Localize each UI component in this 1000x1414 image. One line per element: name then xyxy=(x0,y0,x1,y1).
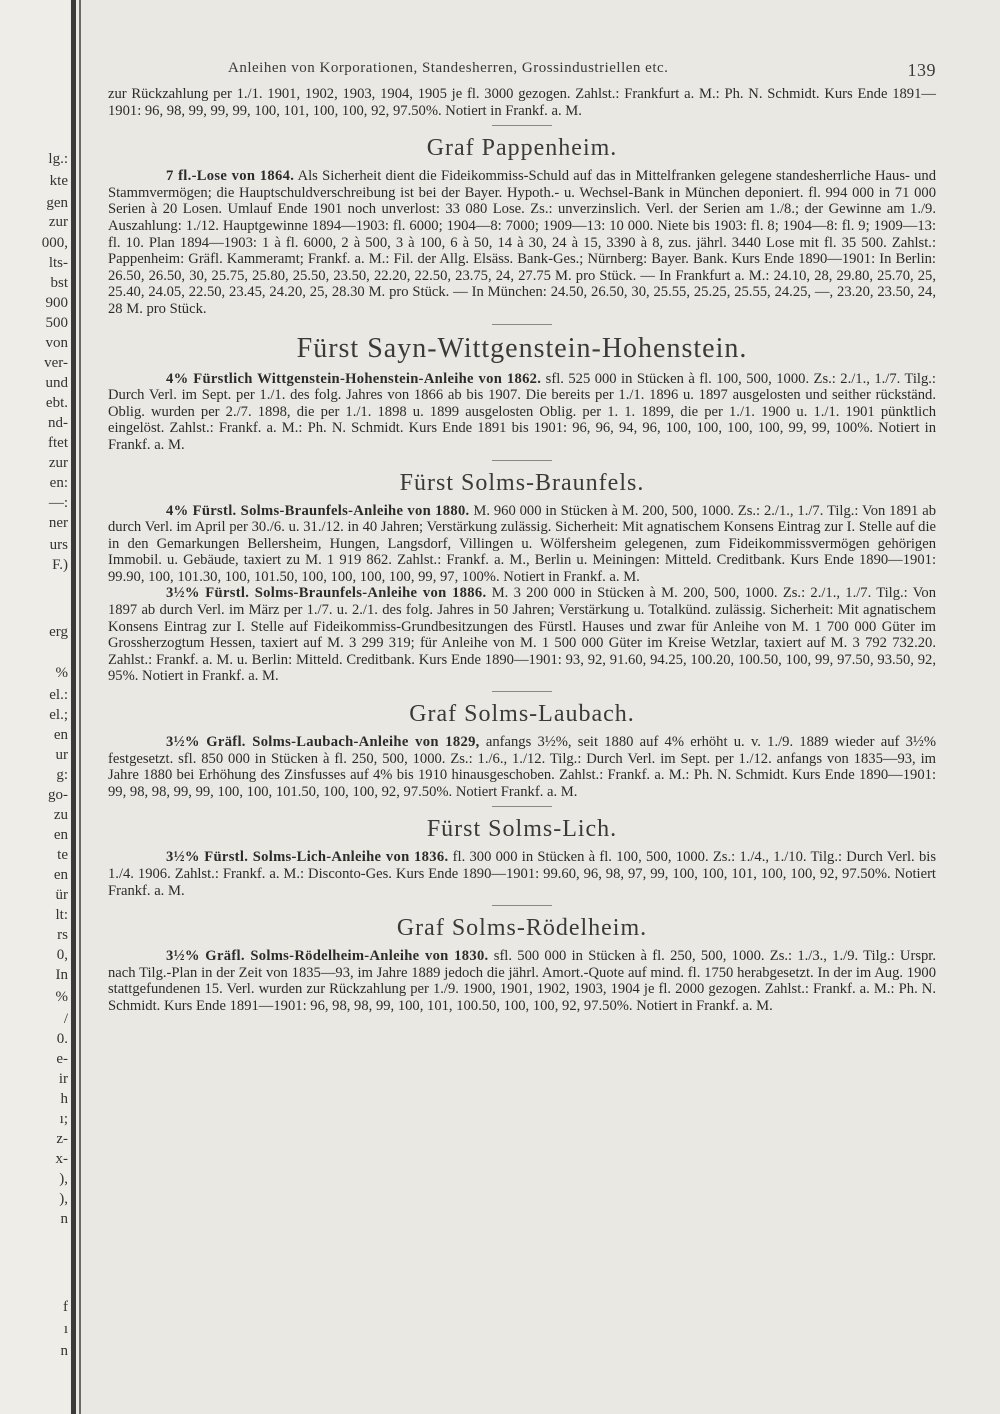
paragraph-text: anfangs 3½%, seit 1880 auf 4% erhöht u. v. 1./9. 1889 wieder auf 3½% festgesetzt. sfl. 850 000 in Stücken à fl. 250, 500, 1000. Zs.: 1./6., 1./12. Tilg.: Durch Verl. im Sept. per 1./12. anfangs von 1835—93, im Jahre 1880 bei Erhöhung des Zinsfusses auf 4% bis 1910 hinausgeschoben. Zahlst.: Frankf. a. M.: Ph. N. Schmidt. Kurs Ende 1890—1901: 99, 98, 98, 99, 99, 100, 100, 101.50, 100, 100, 92, 97.50%. Notiert Frankf. a. M. xyxy=(108,734,936,800)
margin-fragment: ir xyxy=(58,1071,68,1087)
paragraph-lead: 3½% Gräfl. Solms-Rödelheim-Anleihe von 1830. xyxy=(166,948,489,965)
margin-fragment: h xyxy=(60,1091,68,1107)
paragraph-text: M. 960 000 in Stücken à M. 200, 500, 1000. Zs.: 2./1., 1./7. Tilg.: Von 1891 ab durch Verl. im April per 30./6. u. 31./12. in 40 Jahren; Verstärkung zulässig. Sicherheit: Mit agnatischem Konsens Eintrag zur I. Stelle auf die in den Gemarkungen Bellersheim, Hungen, Langsdorf, Villingen u. Wölfersheim gelegenen, zum Fideikommissvermögen gehörigen Immobil. u. Gebäude, taxiert zu M. 1 919 862. Zahlst.: Frankf. a. M., Berlin u. Meiningen: Mitteld. Creditbank. Kurs Ende 1890—1901: 99.90, 100, 101.30, 100, 101.50, 100, 100, 100, 100, 99, 97, 100%. Notiert in Frankf. a. M. xyxy=(108,502,936,585)
margin-fragment: 900 xyxy=(45,295,68,311)
margin-fragment: en xyxy=(53,827,68,843)
margin-fragment: n xyxy=(60,1211,68,1227)
section xyxy=(108,914,936,1014)
margin-fragment: / xyxy=(63,1011,68,1027)
margin-fragment: ı xyxy=(63,1321,68,1337)
section-heading: Fürst Sayn-Wittgenstein-Hohenstein. xyxy=(296,332,748,364)
margin-fragment: ebt. xyxy=(45,395,68,411)
margin-fragment: n xyxy=(60,1343,68,1359)
margin-fragment: z- xyxy=(56,1131,68,1147)
margin-fragment: von xyxy=(45,335,68,351)
divider xyxy=(492,691,552,692)
divider xyxy=(492,460,552,461)
section-paragraph xyxy=(108,849,936,899)
margin-fragment: en: xyxy=(49,475,68,491)
margin-fragment: erg xyxy=(49,624,68,640)
margin-fragment: lg.: xyxy=(48,151,68,167)
margin-fragment: kte xyxy=(49,173,68,189)
margin-fragment: ver- xyxy=(44,355,68,371)
page-body xyxy=(108,60,936,1015)
margin-fragment: lt: xyxy=(55,907,68,923)
margin-fragment: 0, xyxy=(56,947,68,963)
adjacent-page-margin xyxy=(0,0,70,1414)
sections xyxy=(108,134,936,1014)
paragraph-text: fl. 300 000 in Stücken à fl. 100, 500, 1000. Zs.: 1./4., 1./10. Tilg.: Durch Verl. bis 1./4. 1906. Zahlst.: Frankf. a. M.: Disconto-Ges. Kurs Ende 1890—1901: 99.60, 96, 98, 97, 99, 100, 100, 101, 100, 100, 92, 97.50%. Notiert Frankf. a. M. xyxy=(108,849,936,899)
section-paragraph xyxy=(108,168,936,317)
section-heading: Graf Solms-Laubach. xyxy=(409,701,635,728)
margin-fragment: bst xyxy=(50,275,68,291)
section xyxy=(108,333,936,461)
margin-fragment: el.: xyxy=(49,687,68,703)
margin-fragment: 000, xyxy=(41,235,68,251)
paragraph-lead: 3½% Gräfl. Solms-Laubach-Anleihe von 1829, xyxy=(166,734,480,751)
section-paragraph xyxy=(108,585,936,685)
margin-fragment: nd- xyxy=(48,415,68,431)
margin-fragment: lts- xyxy=(48,255,68,271)
section xyxy=(108,815,936,906)
section-heading: Graf Pappenheim. xyxy=(426,135,618,162)
margin-fragment: F.) xyxy=(52,557,68,573)
paragraph-lead: 4% Fürstl. Solms-Braunfels-Anleihe von 1880. xyxy=(166,502,470,519)
margin-fragment: ur xyxy=(55,747,68,763)
margin-fragment: go- xyxy=(48,787,68,803)
margin-fragment: ür xyxy=(55,887,68,903)
margin-fragment: 500 xyxy=(45,315,68,331)
margin-fragment: ), xyxy=(59,1191,68,1207)
margin-fragment: und xyxy=(45,375,68,391)
paragraph-lead: 3½% Fürstl. Solms-Braunfels-Anleihe von 1886. xyxy=(166,585,487,602)
margin-fragment: ), xyxy=(59,1171,68,1187)
margin-fragment: —: xyxy=(48,495,68,511)
paragraph-text: Als Sicherheit dient die Fideikommiss-Schuld auf das in Mittelfranken gelegene standesherrliche Haus- und Stammvermögen; die Hauptschuldverschreibung ist bei der Bayer. Hypoth.- u. Wechsel-Bank in München deponiert. fl. 994 000 in 71 000 Serien à 20 Losen. Umlauf Ende 1901 noch unverlost: 33 080 Lose. Zs.: unverzinslich. Verl. der Serien am 1./8.; der Gewinne am 1./9. Auszahlung: 1./12. Hauptgewinne 1894—1903: fl. 6000; 1904—8: 7000; 1909—13: 10 000. Niete bis 1903: fl. 8; 1904—8: fl. 9; 1909—13: fl. 10. Plan 1894—1903: 1 à fl. 6000, 2 à 500, 3 à 100, 6 à 50, 14 à 30, 24 à 15, 3390 à 8, zus. jährl. 3440 Lose mit fl. 35 500. Zahlst.: Pappenheim: Gräfl. Kammeramt; Frankf. a. M.: Fil. der Allg. Elsäss. Bank-Ges.; Nürnberg: Bayer. Bank. Kurs Ende 1890—1901: In Berlin: 26.50, 26.50, 30, 25.75, 25.80, 25.50, 23.50, 22.20, 22.50, 23.75, 24, 27.75 M. pro Stück. — In Frankfurt a. M.: 24.10, 28, 29.80, 25.70, 25, 25.40, 24.05, 22.50, 23.45, 24.20, 25, 28.30 M. pro Stück. — In München: 24.50, 26.50, 30, 25.55, 25.25, 25.55, 24.25, —, 23.20, 23.50, 24, 28 M. pro Stück. xyxy=(108,168,936,317)
paragraph-text: sfl. 525 000 in Stücken à fl. 100, 500, 1000. Zs.: 2./1., 1./7. Tilg.: Durch Verl. im Sept. per 1./1. des folg. Jahres von 1866 ab bis 1907. Die bereits per 1./1. 1896 u. 1897 ausgelosten und seither rückständ. Oblig. wurden per 2./7. 1898, die per 1./1. 1898 u. 1899 ausgelosten Oblig. per 1. 1. 1899, die per 1./1. 1900 u. 1./1. 1901 pünktlich eingelöst. Zahlst.: Frankf. a. M.: Ph. N. Schmidt. Kurs Ende 1891 bis 1901: 96, 96, 94, 96, 100, 100, 100, 100, 99, 99, 100%. Notiert in Frankf. a. M. xyxy=(108,370,936,453)
margin-fragment: ı; xyxy=(59,1111,68,1127)
margin-fragment: x- xyxy=(55,1151,68,1167)
book-gutter-edge xyxy=(79,0,81,1414)
margin-fragment: zur xyxy=(48,214,68,230)
section-heading: Graf Solms-Rödelheim. xyxy=(396,915,648,942)
running-header-title: Anleihen von Korporationen, Standesherren, Grossindustriellen etc. xyxy=(228,60,669,76)
section xyxy=(108,134,936,324)
margin-fragment: e- xyxy=(56,1051,68,1067)
section-paragraph xyxy=(108,371,936,454)
margin-fragment: gen xyxy=(46,195,68,211)
paragraph-text: sfl. 500 000 in Stücken à fl. 250, 500, 1000. Zs.: 1./3., 1./9. Tilg.: Urspr. nach Tilg.-Plan in der Zeit von 1835—93, im Jahre 1889 jedoch die jährl. Amort.-Quote auf mind. fl. 1750 herabgesetzt. In der im Aug. 1900 stattgefundenen 15. Verl. wurden zur Rückzahlung per 1./9. 1900, 1901, 1902, 1903, 1904 je fl. 2000 gezogen. Zahlst.: Frankf. a. M.: Ph. N. Schmidt. Kurs Ende 1891—1901: 96, 98, 98, 99, 100, 101, 100.50, 100, 100, 92, 97.50%. Notiert in Frankf. a. M. xyxy=(108,948,937,1014)
margin-fragment: rs xyxy=(57,927,68,943)
margin-fragment: urs xyxy=(49,537,68,553)
paragraph-lead: 7 fl.-Lose von 1864. xyxy=(166,168,295,185)
section xyxy=(108,469,936,693)
paragraph-lead: 3½% Fürstl. Solms-Lich-Anleihe von 1836. xyxy=(166,849,449,866)
continued-paragraph: zur Rückzahlung per 1./1. 1901, 1902, 1903, 1904, 1905 je fl. 3000 gezogen. Zahlst.: Frankfurt a. M.: Ph. N. Schmidt. Kurs Ende 1891—1901: 96, 98, 99, 99, 99, 100, 101, 100, 100, 92, 97.50%. Notiert in Frankf. a. M. xyxy=(108,86,936,119)
margin-fragment: en xyxy=(53,867,68,883)
margin-fragment: In xyxy=(55,967,68,983)
margin-fragment: f xyxy=(63,1299,68,1315)
paragraph-text: M. 3 200 000 in Stücken à M. 200, 500, 1000. Zs.: 2./1., 1./7. Tilg.: Von 1897 ab durch Verl. im März per 1./7. u. 2./1. des folg. Jahres in 50 Jahren; Verstärkung u. Totalkünd. zulässig. Sicherheit: Mit agnatischem Konsens Eintrag zur I. Stelle auf Fideikommiss-Grundbesitzungen des Fürstl. Hauses und zwar für Anleihe von M. 1 700 000 Güter im Grossherzogtum Hessen, taxiert auf M. 3 299 319; für Anleihe von M. 1 500 000 Güter im Kreise Wetzlar, taxiert auf M. 3 792 732.20. Zahlst.: Frankf. a. M. u. Berlin: Mitteld. Creditbank. Kurs Ende 1890—1901: 93, 92, 91.60, 94.25, 100.20, 100.50, 100, 99, 97.50, 93.50, 92, 95%. Notiert in Frankf. a. M. xyxy=(108,585,937,685)
margin-fragment: g: xyxy=(56,767,68,783)
book-gutter-shadow xyxy=(71,0,76,1414)
margin-fragment: ner xyxy=(48,515,68,531)
divider xyxy=(492,806,552,807)
margin-fragment: en xyxy=(53,727,68,743)
margin-fragment: % xyxy=(55,989,68,1005)
divider xyxy=(492,324,552,325)
page-number: 139 xyxy=(907,60,936,80)
section-paragraph xyxy=(108,503,936,586)
paragraph-lead: 4% Fürstlich Wittgenstein-Hohenstein-Anleihe von 1862. xyxy=(166,370,542,387)
margin-fragment: te xyxy=(57,847,68,863)
divider xyxy=(492,905,552,906)
margin-fragment: zur xyxy=(48,455,68,471)
divider xyxy=(492,125,552,126)
running-header xyxy=(108,60,936,86)
margin-fragment: 0. xyxy=(56,1031,68,1047)
section-heading: Fürst Solms-Braunfels. xyxy=(399,469,645,496)
section xyxy=(108,700,936,807)
margin-fragment: zu xyxy=(53,807,68,823)
margin-fragment: % xyxy=(55,665,68,681)
section-paragraph xyxy=(108,948,936,1014)
section-paragraph xyxy=(108,734,936,800)
margin-fragment: ftet xyxy=(48,435,68,451)
margin-fragment: el.; xyxy=(49,707,68,723)
section-heading: Fürst Solms-Lich. xyxy=(426,816,618,843)
